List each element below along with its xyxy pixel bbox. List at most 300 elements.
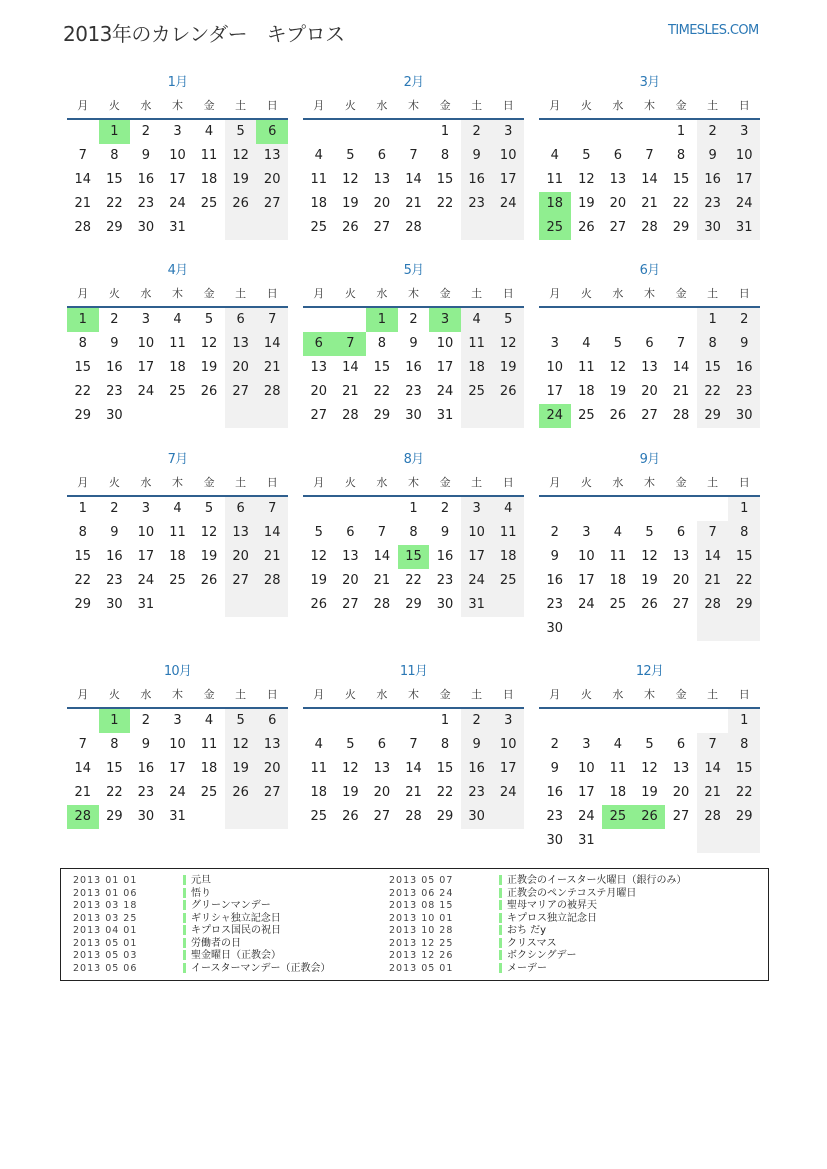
day-cell: 31 <box>578 833 595 848</box>
day-cell: 9 <box>141 148 151 163</box>
day-cell: 16 <box>546 573 564 588</box>
weekday-label: 日 <box>738 688 750 701</box>
day-cell: 24 <box>539 404 571 428</box>
weekday-label: 土 <box>471 287 483 300</box>
weekday-header <box>539 94 760 120</box>
day-cell: 28 <box>405 220 422 235</box>
holiday-date: 2013 06 24 <box>389 887 454 899</box>
weekday-header <box>539 282 760 308</box>
month-name: 5月 <box>403 263 424 278</box>
day-cell: 18 <box>200 761 218 776</box>
empty-day-cell <box>697 617 729 641</box>
day-cell: 15 <box>728 757 760 781</box>
month-calendar <box>67 260 288 428</box>
month-name: 11月 <box>399 664 428 679</box>
holiday-marker <box>183 963 186 973</box>
day-cell: 1 <box>99 709 131 733</box>
day-cell: 31 <box>169 220 186 235</box>
day-cell: 22 <box>672 196 690 211</box>
weekday-label: 日 <box>502 287 514 300</box>
day-grid <box>67 120 288 240</box>
day-cell: 3 <box>141 501 151 516</box>
weekday-label: 日 <box>266 476 278 489</box>
holiday-row <box>73 875 331 888</box>
day-cell: 11 <box>310 761 328 776</box>
empty-day-cell <box>366 709 398 733</box>
day-cell: 12 <box>641 549 658 564</box>
day-cell: 24 <box>492 192 524 216</box>
day-cell: 3 <box>173 713 182 728</box>
day-cell: 26 <box>641 597 658 612</box>
day-cell: 29 <box>728 593 760 617</box>
day-cell: 23 <box>461 192 493 216</box>
holiday-row <box>73 938 331 951</box>
day-cell: 28 <box>74 220 92 235</box>
day-cell: 14 <box>697 545 729 569</box>
empty-day-cell <box>303 120 335 144</box>
empty-day-cell <box>634 709 666 733</box>
holiday-date: 2013 05 06 <box>73 962 138 974</box>
weekday-label: 月 <box>549 287 561 300</box>
day-cell: 31 <box>436 408 454 423</box>
weekday-label: 日 <box>738 287 750 300</box>
day-cell: 13 <box>672 761 690 776</box>
day-cell: 3 <box>461 497 493 521</box>
weekday-label: 土 <box>471 688 483 701</box>
day-cell: 26 <box>225 781 257 805</box>
day-cell: 2 <box>461 120 493 144</box>
day-cell: 10 <box>492 733 524 757</box>
month-calendar <box>539 661 760 853</box>
day-cell: 14 <box>672 360 690 375</box>
holiday-date: 2013 12 26 <box>389 950 454 961</box>
day-cell: 8 <box>78 336 87 351</box>
day-cell: 1 <box>78 501 87 516</box>
day-cell: 21 <box>256 545 288 569</box>
empty-day-cell <box>225 216 257 240</box>
day-cell: 7 <box>697 521 729 545</box>
day-cell: 2 <box>409 312 418 327</box>
day-cell: 17 <box>137 549 155 564</box>
day-cell: 20 <box>225 545 257 569</box>
holiday-marker <box>499 950 502 960</box>
day-cell: 23 <box>137 196 155 211</box>
day-cell: 18 <box>200 172 218 187</box>
day-cell: 1 <box>366 308 398 332</box>
day-cell: 17 <box>492 168 524 192</box>
day-cell: 20 <box>609 196 627 211</box>
weekday-label: 日 <box>738 476 750 489</box>
day-cell: 20 <box>373 785 391 800</box>
day-cell: 26 <box>578 220 595 235</box>
weekday-label: 木 <box>643 287 655 300</box>
holiday-marker <box>499 925 502 935</box>
day-cell: 13 <box>641 360 658 375</box>
empty-day-cell <box>697 829 729 853</box>
day-cell: 12 <box>200 336 218 351</box>
empty-day-cell <box>225 805 257 829</box>
day-cell: 12 <box>342 172 359 187</box>
day-cell: 13 <box>373 761 391 776</box>
day-cell: 8 <box>377 336 387 351</box>
day-cell: 11 <box>310 172 328 187</box>
day-grid <box>67 497 288 617</box>
day-cell: 25 <box>461 380 493 404</box>
day-cell: 1 <box>728 497 760 521</box>
weekday-label: 金 <box>439 99 451 112</box>
day-cell: 27 <box>310 408 328 423</box>
day-cell: 30 <box>405 408 422 423</box>
day-cell: 26 <box>342 220 359 235</box>
day-cell: 14 <box>405 761 422 776</box>
day-grid <box>539 497 760 641</box>
weekday-label: 土 <box>707 99 719 112</box>
day-cell: 19 <box>609 384 627 399</box>
day-cell: 12 <box>225 144 257 168</box>
weekday-label: 木 <box>407 476 419 489</box>
day-cell: 19 <box>200 549 218 564</box>
weekday-label: 金 <box>439 688 451 701</box>
day-cell: 9 <box>440 525 450 540</box>
day-cell: 23 <box>728 380 760 404</box>
empty-day-cell <box>193 216 225 240</box>
holiday-name: 正教会のイースター火曜日（銀行のみ） <box>507 875 687 886</box>
day-cell: 15 <box>373 360 391 375</box>
holiday-date: 2013 01 01 <box>73 875 138 886</box>
day-cell: 9 <box>461 733 493 757</box>
day-cell: 16 <box>697 168 729 192</box>
page-title: 2013年のカレンダー キプロス <box>63 22 345 46</box>
day-cell: 4 <box>173 501 182 516</box>
holiday-date: 2013 05 01 <box>73 937 138 949</box>
holiday-row <box>389 950 687 963</box>
day-cell: 28 <box>67 805 99 829</box>
day-cell: 27 <box>641 408 658 423</box>
empty-day-cell <box>665 709 697 733</box>
holiday-name: 悟り <box>191 887 211 899</box>
holiday-row <box>73 913 331 926</box>
holiday-marker <box>183 938 186 948</box>
empty-day-cell <box>335 497 367 521</box>
day-cell: 30 <box>106 597 123 612</box>
holiday-marker <box>499 913 502 923</box>
day-cell: 12 <box>609 360 627 375</box>
day-cell: 17 <box>461 545 493 569</box>
day-cell: 2 <box>141 124 151 139</box>
day-cell: 13 <box>672 549 690 564</box>
day-cell: 17 <box>137 360 155 375</box>
day-cell: 30 <box>106 408 123 423</box>
day-cell: 31 <box>728 216 760 240</box>
empty-day-cell <box>256 805 288 829</box>
day-grid <box>67 709 288 829</box>
day-cell: 15 <box>436 172 454 187</box>
weekday-header <box>303 94 524 120</box>
day-cell: 24 <box>436 384 454 399</box>
day-cell: 2 <box>550 525 559 540</box>
day-cell: 28 <box>641 220 658 235</box>
weekday-label: 金 <box>675 688 687 701</box>
weekday-label: 金 <box>675 287 687 300</box>
day-cell: 7 <box>409 148 418 163</box>
weekday-label: 火 <box>580 476 592 489</box>
day-cell: 8 <box>110 737 119 752</box>
day-cell: 18 <box>539 192 571 216</box>
day-cell: 13 <box>310 360 328 375</box>
day-cell: 16 <box>728 356 760 380</box>
day-cell: 28 <box>697 805 729 829</box>
day-cell: 12 <box>200 525 218 540</box>
empty-day-cell <box>602 497 634 521</box>
day-cell: 8 <box>78 525 87 540</box>
day-cell: 3 <box>492 120 524 144</box>
day-cell: 10 <box>169 148 186 163</box>
day-cell: 17 <box>492 757 524 781</box>
day-cell: 23 <box>106 384 123 399</box>
day-cell: 2 <box>461 709 493 733</box>
day-cell: 3 <box>492 709 524 733</box>
weekday-label: 木 <box>171 688 183 701</box>
day-cell: 3 <box>728 120 760 144</box>
day-cell: 22 <box>106 785 123 800</box>
day-cell: 14 <box>641 172 658 187</box>
day-cell: 5 <box>645 737 654 752</box>
day-cell: 10 <box>492 144 524 168</box>
weekday-label: 月 <box>313 287 325 300</box>
day-cell: 26 <box>310 597 328 612</box>
day-cell: 10 <box>461 521 493 545</box>
day-cell: 5 <box>204 501 214 516</box>
day-cell: 25 <box>310 809 328 824</box>
holiday-marker <box>183 900 186 910</box>
day-cell: 11 <box>546 172 564 187</box>
day-cell: 16 <box>137 172 155 187</box>
day-cell: 16 <box>137 761 155 776</box>
month-calendar <box>539 449 760 641</box>
weekday-label: 火 <box>344 287 356 300</box>
day-cell: 23 <box>405 384 422 399</box>
day-cell: 18 <box>492 545 524 569</box>
day-cell: 14 <box>342 360 359 375</box>
weekday-header <box>67 471 288 497</box>
day-cell: 27 <box>672 597 690 612</box>
day-cell: 12 <box>492 332 524 356</box>
holiday-row <box>73 950 331 963</box>
weekday-label: 土 <box>707 287 719 300</box>
day-cell: 15 <box>106 761 123 776</box>
day-cell: 7 <box>377 525 387 540</box>
day-cell: 7 <box>676 336 686 351</box>
weekday-label: 金 <box>439 476 451 489</box>
day-cell: 20 <box>672 785 690 800</box>
holiday-row <box>389 875 687 888</box>
weekday-label: 月 <box>549 476 561 489</box>
day-cell: 6 <box>346 525 355 540</box>
day-cell: 10 <box>137 336 155 351</box>
day-cell: 12 <box>641 761 658 776</box>
month-name: 6月 <box>639 263 660 278</box>
day-cell: 13 <box>225 332 257 356</box>
day-cell: 10 <box>546 360 564 375</box>
holiday-marker <box>499 963 502 973</box>
day-cell: 2 <box>141 713 151 728</box>
day-cell: 22 <box>74 573 92 588</box>
day-cell: 17 <box>578 785 595 800</box>
holiday-name: 聖金曜日（正教会） <box>191 950 281 961</box>
weekday-label: 日 <box>266 287 278 300</box>
weekday-label: 火 <box>580 99 592 112</box>
day-cell: 18 <box>609 573 627 588</box>
day-cell: 24 <box>578 809 595 824</box>
empty-day-cell <box>665 308 697 332</box>
weekday-label: 木 <box>407 287 419 300</box>
empty-day-cell <box>366 497 398 521</box>
empty-day-cell <box>303 308 335 332</box>
day-cell: 4 <box>613 737 623 752</box>
day-cell: 14 <box>405 172 422 187</box>
day-cell: 6 <box>303 332 335 356</box>
month-calendar <box>303 449 524 617</box>
month-calendar <box>303 260 524 428</box>
empty-day-cell <box>225 404 257 428</box>
day-cell: 24 <box>461 569 493 593</box>
day-cell: 28 <box>697 593 729 617</box>
day-cell: 21 <box>256 356 288 380</box>
day-cell: 8 <box>409 525 418 540</box>
day-cell: 1 <box>728 709 760 733</box>
empty-day-cell <box>602 709 634 733</box>
day-cell: 29 <box>728 805 760 829</box>
holiday-row <box>73 900 331 913</box>
day-cell: 5 <box>204 312 214 327</box>
holiday-date: 2013 03 18 <box>73 900 138 911</box>
site-logo[interactable]: TIMESLES.COM <box>668 23 759 38</box>
day-cell: 21 <box>697 569 729 593</box>
day-cell: 23 <box>546 809 564 824</box>
empty-day-cell <box>256 593 288 617</box>
day-cell: 27 <box>342 597 359 612</box>
day-cell: 26 <box>200 573 218 588</box>
day-cell: 14 <box>256 332 288 356</box>
weekday-label: 金 <box>203 99 215 112</box>
month-name: 7月 <box>167 452 188 467</box>
day-cell: 27 <box>256 781 288 805</box>
day-cell: 20 <box>225 356 257 380</box>
weekday-label: 水 <box>612 688 624 701</box>
weekday-label: 土 <box>471 476 483 489</box>
day-cell: 18 <box>578 384 595 399</box>
day-cell: 30 <box>546 621 564 636</box>
day-cell: 16 <box>436 549 454 564</box>
day-cell: 27 <box>373 809 391 824</box>
day-cell: 25 <box>602 805 634 829</box>
day-grid <box>303 308 524 428</box>
weekday-header <box>67 683 288 709</box>
day-cell: 20 <box>256 168 288 192</box>
day-cell: 5 <box>346 737 355 752</box>
day-cell: 23 <box>697 192 729 216</box>
day-cell: 4 <box>613 525 623 540</box>
empty-day-cell <box>539 709 571 733</box>
weekday-header <box>539 683 760 709</box>
day-cell: 11 <box>200 148 218 163</box>
day-cell: 25 <box>200 785 218 800</box>
day-cell: 7 <box>78 737 87 752</box>
empty-day-cell <box>697 497 729 521</box>
day-cell: 3 <box>582 525 591 540</box>
weekday-label: 月 <box>77 99 89 112</box>
holiday-marker <box>499 875 502 885</box>
day-cell: 2 <box>110 501 119 516</box>
day-cell: 4 <box>582 336 591 351</box>
day-cell: 22 <box>697 380 729 404</box>
day-cell: 14 <box>74 172 92 187</box>
day-cell: 4 <box>204 713 214 728</box>
day-cell: 9 <box>550 761 559 776</box>
day-cell: 26 <box>492 380 524 404</box>
day-cell: 6 <box>225 497 257 521</box>
day-cell: 25 <box>492 569 524 593</box>
holiday-date: 2013 05 03 <box>73 950 138 961</box>
holiday-marker <box>183 888 186 898</box>
weekday-label: 水 <box>612 99 624 112</box>
holiday-row <box>73 888 331 901</box>
month-name: 10月 <box>163 664 192 679</box>
weekday-label: 木 <box>171 99 183 112</box>
day-cell: 6 <box>676 737 686 752</box>
weekday-label: 月 <box>77 476 89 489</box>
empty-day-cell <box>492 805 524 829</box>
day-cell: 4 <box>314 148 323 163</box>
month-calendar <box>67 72 288 240</box>
weekday-label: 火 <box>108 99 120 112</box>
empty-day-cell <box>665 497 697 521</box>
weekday-label: 水 <box>140 476 152 489</box>
day-cell: 28 <box>342 408 359 423</box>
day-cell: 17 <box>169 761 186 776</box>
month-calendar <box>303 661 524 829</box>
weekday-label: 金 <box>675 476 687 489</box>
weekday-label: 日 <box>738 99 750 112</box>
day-cell: 26 <box>609 408 627 423</box>
day-grid <box>67 308 288 428</box>
day-cell: 2 <box>440 501 450 516</box>
weekday-label: 木 <box>407 99 419 112</box>
day-cell: 29 <box>106 809 123 824</box>
empty-day-cell <box>728 617 760 641</box>
empty-day-cell <box>193 593 225 617</box>
weekday-label: 火 <box>580 287 592 300</box>
holiday-name: ギリシャ独立記念日 <box>191 912 281 924</box>
day-grid <box>303 120 524 240</box>
day-cell: 5 <box>492 308 524 332</box>
day-cell: 12 <box>310 549 328 564</box>
day-cell: 2 <box>550 737 559 752</box>
day-cell: 22 <box>728 781 760 805</box>
empty-day-cell <box>492 404 524 428</box>
day-cell: 16 <box>405 360 422 375</box>
holiday-marker <box>183 925 186 935</box>
day-cell: 28 <box>373 597 391 612</box>
day-cell: 3 <box>550 336 559 351</box>
day-cell: 30 <box>697 216 729 240</box>
day-cell: 1 <box>409 501 418 516</box>
weekday-label: 金 <box>203 688 215 701</box>
day-cell: 16 <box>106 360 123 375</box>
day-cell: 26 <box>225 192 257 216</box>
month-name: 1月 <box>167 75 188 90</box>
day-cell: 12 <box>578 172 595 187</box>
